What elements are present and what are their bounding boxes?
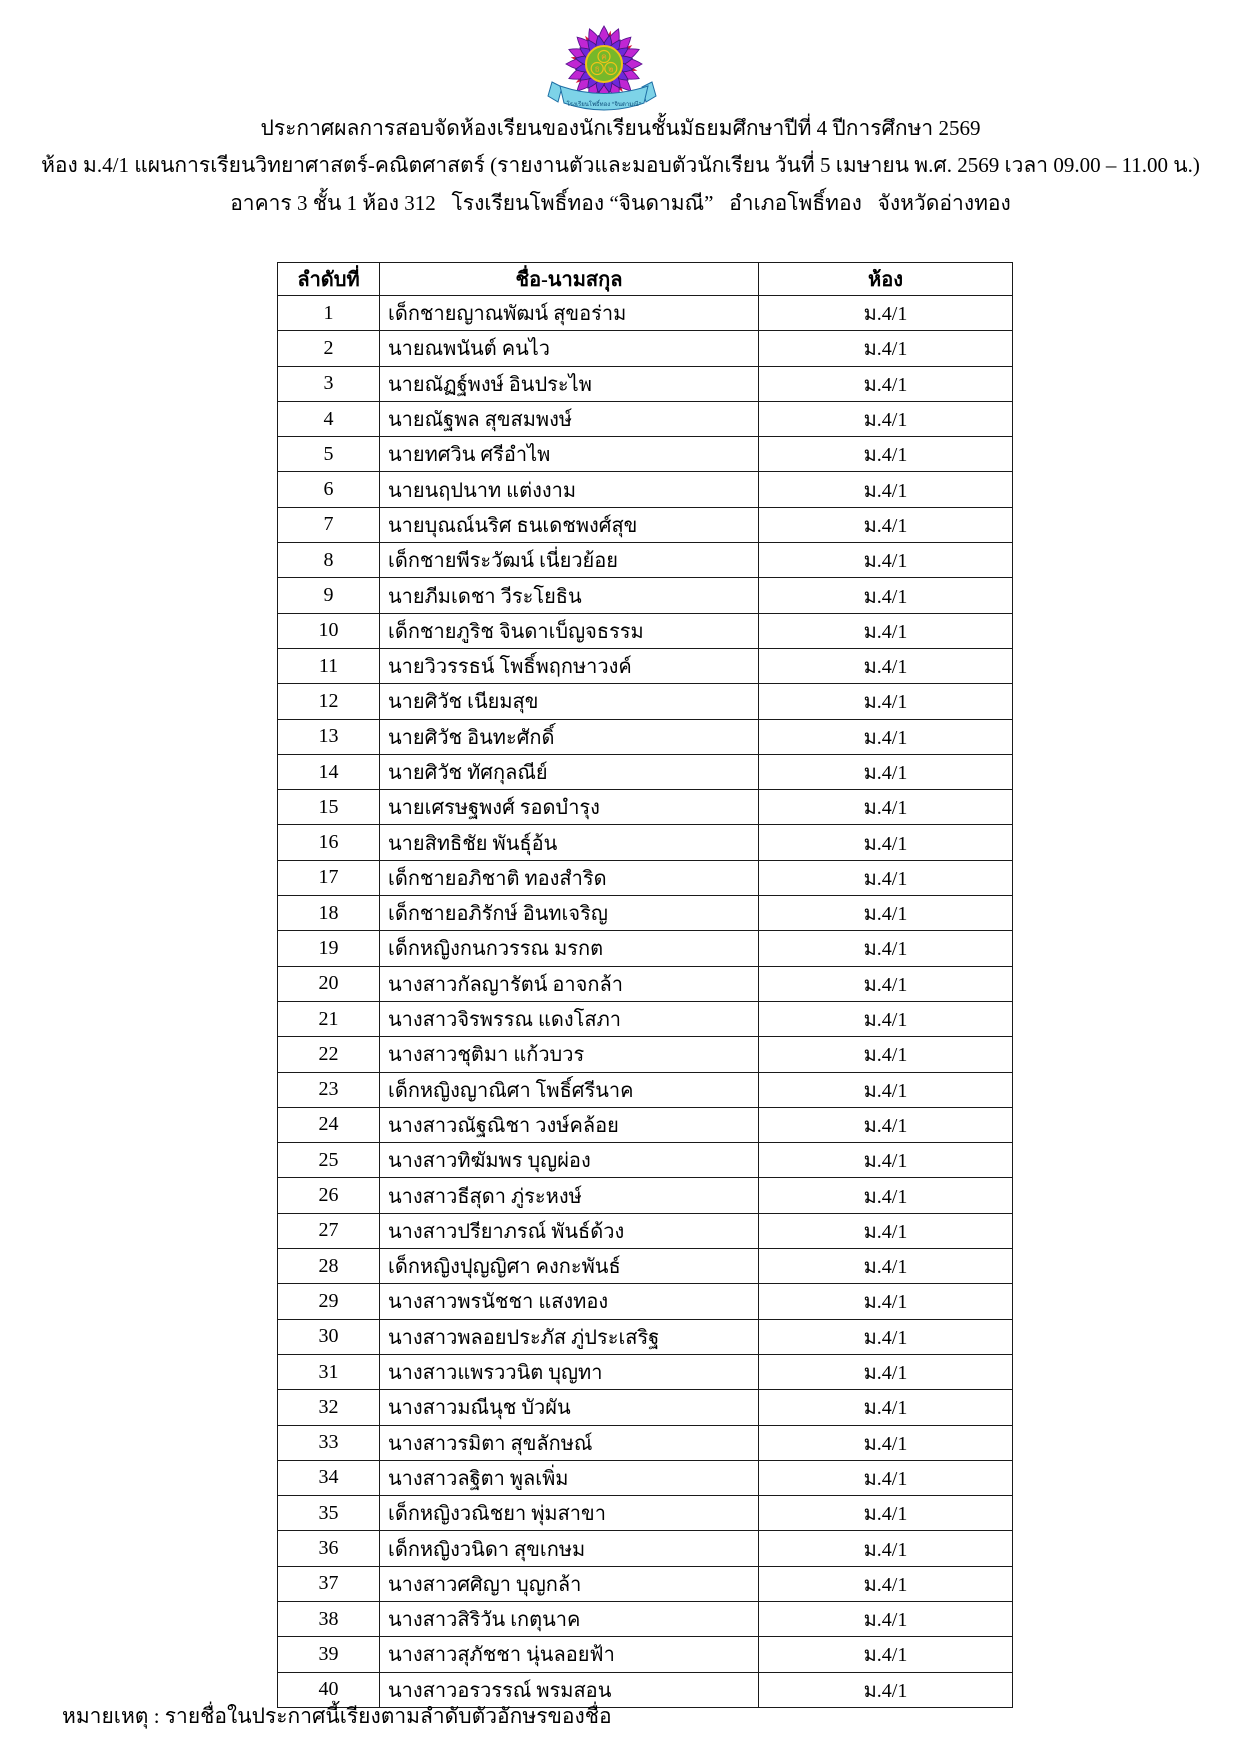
- room-value: ม.4/1: [759, 754, 1013, 789]
- row-order-number: 30: [278, 1319, 380, 1354]
- table-row: [278, 754, 1013, 789]
- room-value: ม.4/1: [759, 896, 1013, 931]
- row-order-number: 36: [278, 1531, 380, 1566]
- student-name: นายณัฏฐ์พงษ์ อินประไพ: [380, 366, 759, 401]
- row-order-number: 22: [278, 1037, 380, 1072]
- room-value: ม.4/1: [759, 684, 1013, 719]
- table-row: [278, 1460, 1013, 1495]
- student-table-body: [278, 296, 1013, 1708]
- student-name: นางสาวกัลญารัตน์ อาจกล้า: [380, 966, 759, 1001]
- room-value: ม.4/1: [759, 860, 1013, 895]
- room-value: ม.4/1: [759, 1354, 1013, 1389]
- row-order-number: 3: [278, 366, 380, 401]
- room-value: ม.4/1: [759, 437, 1013, 472]
- student-name: นายศิวัช เนียมสุข: [380, 684, 759, 719]
- room-value: ม.4/1: [759, 1001, 1013, 1036]
- row-order-number: 39: [278, 1637, 380, 1672]
- room-value: ม.4/1: [759, 1601, 1013, 1636]
- table-row: [278, 860, 1013, 895]
- emblem-char-right: ๒: [607, 63, 614, 74]
- student-name: นางสาวแพรววนิต บุญทา: [380, 1354, 759, 1389]
- student-list-table: [277, 262, 1013, 1708]
- student-name: นายภีมเดชา วีระโยธิน: [380, 578, 759, 613]
- room-value: ม.4/1: [759, 648, 1013, 683]
- table-row: [278, 825, 1013, 860]
- room-value: ม.4/1: [759, 1037, 1013, 1072]
- row-order-number: 9: [278, 578, 380, 613]
- student-name: เด็กชายอภิชาติ ทองสำริด: [380, 860, 759, 895]
- table-row: [278, 366, 1013, 401]
- room-value: ม.4/1: [759, 1390, 1013, 1425]
- room-value: ม.4/1: [759, 1284, 1013, 1319]
- student-name: เด็กหญิงวนิดา สุขเกษม: [380, 1531, 759, 1566]
- student-name: นายนฤปนาท แต่งงาม: [380, 472, 759, 507]
- student-name: เด็กชายอภิรักษ์ อินทเจริญ: [380, 896, 759, 931]
- emblem-char-left: ธ: [594, 63, 600, 74]
- room-value: ม.4/1: [759, 931, 1013, 966]
- row-order-number: 23: [278, 1072, 380, 1107]
- table-row: [278, 1637, 1013, 1672]
- row-order-number: 24: [278, 1107, 380, 1142]
- student-name: เด็กหญิงปุญญิศา คงกะพันธ์: [380, 1249, 759, 1284]
- table-row: [278, 931, 1013, 966]
- student-name: เด็กหญิงญาณิศา โพธิ์ศรีนาค: [380, 1072, 759, 1107]
- table-row: [278, 437, 1013, 472]
- table-row: [278, 1213, 1013, 1248]
- student-name: นายศิวัช อินทะศักดิ์: [380, 719, 759, 754]
- room-value: ม.4/1: [759, 366, 1013, 401]
- table-row: [278, 1284, 1013, 1319]
- room-value: ม.4/1: [759, 1178, 1013, 1213]
- student-name: นางสาวมณีนุช บัวผัน: [380, 1390, 759, 1425]
- table-row: [278, 543, 1013, 578]
- room-value: ม.4/1: [759, 331, 1013, 366]
- table-row: [278, 1037, 1013, 1072]
- student-name: นางสาวรมิตา สุขลักษณ์: [380, 1425, 759, 1460]
- row-order-number: 13: [278, 719, 380, 754]
- table-row: [278, 296, 1013, 331]
- student-name: นางสาวพลอยประภัส ภู่ประเสริฐ: [380, 1319, 759, 1354]
- row-order-number: 2: [278, 331, 380, 366]
- student-name: นางสาวณัฐณิชา วงษ์คล้อย: [380, 1107, 759, 1142]
- room-value: ม.4/1: [759, 825, 1013, 860]
- table-row: [278, 578, 1013, 613]
- table-row: [278, 1001, 1013, 1036]
- table-row: [278, 719, 1013, 754]
- student-name: นายวิวรรธน์ โพธิ์พฤกษาวงค์: [380, 648, 759, 683]
- row-order-number: 17: [278, 860, 380, 895]
- student-name: นายเศรษฐพงศ์ รอดบำรุง: [380, 790, 759, 825]
- room-value: ม.4/1: [759, 507, 1013, 542]
- table-row: [278, 1390, 1013, 1425]
- room-value: ม.4/1: [759, 1637, 1013, 1672]
- row-order-number: 20: [278, 966, 380, 1001]
- row-order-number: 25: [278, 1143, 380, 1178]
- table-row: [278, 1319, 1013, 1354]
- table-row: [278, 472, 1013, 507]
- emblem-char-top: ค: [601, 51, 607, 62]
- table-row: [278, 1249, 1013, 1284]
- table-row: [278, 613, 1013, 648]
- row-order-number: 35: [278, 1496, 380, 1531]
- announcement-title: ประกาศผลการสอบจัดห้องเรียนของนักเรียนชั้นมัธยมศึกษาปีที่ 4 ปีการศึกษา 2569: [260, 116, 981, 140]
- student-name: นายณัฐพล สุขสมพงษ์: [380, 401, 759, 436]
- student-name: เด็กชายภูริช จินดาเบ็ญจธรรม: [380, 613, 759, 648]
- student-name: นางสาวอรวรรณ์ พรมสอน: [380, 1672, 759, 1707]
- header-order-number: ลำดับที่: [278, 263, 380, 296]
- table-row: [278, 1566, 1013, 1601]
- school-emblem-logo: [546, 24, 658, 120]
- table-row: [278, 1601, 1013, 1636]
- room-value: ม.4/1: [759, 1213, 1013, 1248]
- room-value: ม.4/1: [759, 1460, 1013, 1495]
- row-order-number: 27: [278, 1213, 380, 1248]
- table-row: [278, 790, 1013, 825]
- row-order-number: 33: [278, 1425, 380, 1460]
- row-order-number: 19: [278, 931, 380, 966]
- row-order-number: 1: [278, 296, 380, 331]
- lotus-emblem-icon: [546, 24, 658, 120]
- room-value: ม.4/1: [759, 1496, 1013, 1531]
- row-order-number: 15: [278, 790, 380, 825]
- row-order-number: 40: [278, 1672, 380, 1707]
- row-order-number: 5: [278, 437, 380, 472]
- table-row: [278, 1143, 1013, 1178]
- table-header-row: [278, 263, 1013, 296]
- student-name: นายณพนันต์ คนไว: [380, 331, 759, 366]
- room-value: ม.4/1: [759, 1425, 1013, 1460]
- row-order-number: 12: [278, 684, 380, 719]
- table-row: [278, 1496, 1013, 1531]
- student-name: นายทศวิน ศรีอำไพ: [380, 437, 759, 472]
- room-value: ม.4/1: [759, 472, 1013, 507]
- row-order-number: 32: [278, 1390, 380, 1425]
- table-row: [278, 1178, 1013, 1213]
- table-row: [278, 648, 1013, 683]
- row-order-number: 28: [278, 1249, 380, 1284]
- table-row: [278, 896, 1013, 931]
- row-order-number: 18: [278, 896, 380, 931]
- header-room: ห้อง: [759, 263, 1013, 296]
- row-order-number: 26: [278, 1178, 380, 1213]
- row-order-number: 34: [278, 1460, 380, 1495]
- room-value: ม.4/1: [759, 1143, 1013, 1178]
- row-order-number: 37: [278, 1566, 380, 1601]
- student-name: เด็กหญิงกนกวรรณ มรกต: [380, 931, 759, 966]
- table-row: [278, 684, 1013, 719]
- row-order-number: 31: [278, 1354, 380, 1389]
- student-name: นายสิทธิชัย พันธุ์อ้น: [380, 825, 759, 860]
- room-value: ม.4/1: [759, 1319, 1013, 1354]
- room-value: ม.4/1: [759, 613, 1013, 648]
- room-value: ม.4/1: [759, 719, 1013, 754]
- student-name: นางสาวปรียาภรณ์ พันธ์ด้วง: [380, 1213, 759, 1248]
- room-value: ม.4/1: [759, 578, 1013, 613]
- room-value: ม.4/1: [759, 1672, 1013, 1707]
- table-row: [278, 1425, 1013, 1460]
- room-value: ม.4/1: [759, 401, 1013, 436]
- room-value: ม.4/1: [759, 790, 1013, 825]
- emblem-ribbon-text: โรงเรียนโพธิ์ทอง “จินดามณี”: [566, 102, 642, 108]
- student-name: นางสาวลฐิตา พูลเพิ่ม: [380, 1460, 759, 1495]
- row-order-number: 16: [278, 825, 380, 860]
- row-order-number: 8: [278, 543, 380, 578]
- student-name: นางสาวสุภัชชา นุ่นลอยฟ้า: [380, 1637, 759, 1672]
- row-order-number: 4: [278, 401, 380, 436]
- table-row: [278, 331, 1013, 366]
- student-name: นางสาวทิฆัมพร บุญผ่อง: [380, 1143, 759, 1178]
- room-value: ม.4/1: [759, 966, 1013, 1001]
- student-name: นางสาวธีสุดา ภู่ระหงษ์: [380, 1178, 759, 1213]
- footnote-remark: หมายเหตุ : รายชื่อในประกาศนี้เรียงตามลำดับตัวอักษรของชื่อ: [62, 1704, 612, 1728]
- row-order-number: 10: [278, 613, 380, 648]
- room-value: ม.4/1: [759, 1531, 1013, 1566]
- student-name: เด็กชายญาณพัฒน์ สุขอร่าม: [380, 296, 759, 331]
- row-order-number: 14: [278, 754, 380, 789]
- room-value: ม.4/1: [759, 543, 1013, 578]
- student-name: นายบุณณ์นริศ ธนเดชพงศ์สุข: [380, 507, 759, 542]
- location-subtitle: อาคาร 3 ชั้น 1 ห้อง 312 โรงเรียนโพธิ์ทอง “จินดามณี” อำเภอโพธิ์ทอง จังหวัดอ่างทอง: [230, 191, 1011, 215]
- table-row: [278, 1072, 1013, 1107]
- student-name: นางสาวศศิญา บุญกล้า: [380, 1566, 759, 1601]
- header-full-name: ชื่อ-นามสกุล: [380, 263, 759, 296]
- row-order-number: 29: [278, 1284, 380, 1319]
- room-value: ม.4/1: [759, 296, 1013, 331]
- room-value: ม.4/1: [759, 1072, 1013, 1107]
- row-order-number: 7: [278, 507, 380, 542]
- room-value: ม.4/1: [759, 1107, 1013, 1142]
- table-row: [278, 1354, 1013, 1389]
- table-row: [278, 966, 1013, 1001]
- student-name: นางสาวชุติมา แก้วบวร: [380, 1037, 759, 1072]
- student-name: นางสาวพรนัชชา แสงทอง: [380, 1284, 759, 1319]
- row-order-number: 38: [278, 1601, 380, 1636]
- student-name: เด็กหญิงวณิชยา พุ่มสาขา: [380, 1496, 759, 1531]
- row-order-number: 21: [278, 1001, 380, 1036]
- room-value: ม.4/1: [759, 1249, 1013, 1284]
- table-row: [278, 401, 1013, 436]
- student-name: นางสาวสิริวัน เกตุนาค: [380, 1601, 759, 1636]
- room-value: ม.4/1: [759, 1566, 1013, 1601]
- student-name: นางสาวจิรพรรณ แดงโสภา: [380, 1001, 759, 1036]
- table-row: [278, 1107, 1013, 1142]
- table-row: [278, 1531, 1013, 1566]
- student-name: เด็กชายพีระวัฒน์ เนี่ยวย้อย: [380, 543, 759, 578]
- room-plan-subtitle: ห้อง ม.4/1 แผนการเรียนวิทยาศาสตร์-คณิตศาสตร์ (รายงานตัวและมอบตัวนักเรียน วันที่ 5 เมษายน พ.ศ. 2569 เวลา 09.00 – 11.00 น.): [41, 153, 1200, 177]
- student-name: นายศิวัช ทัศกุลณีย์: [380, 754, 759, 789]
- table-row: [278, 507, 1013, 542]
- row-order-number: 6: [278, 472, 380, 507]
- row-order-number: 11: [278, 648, 380, 683]
